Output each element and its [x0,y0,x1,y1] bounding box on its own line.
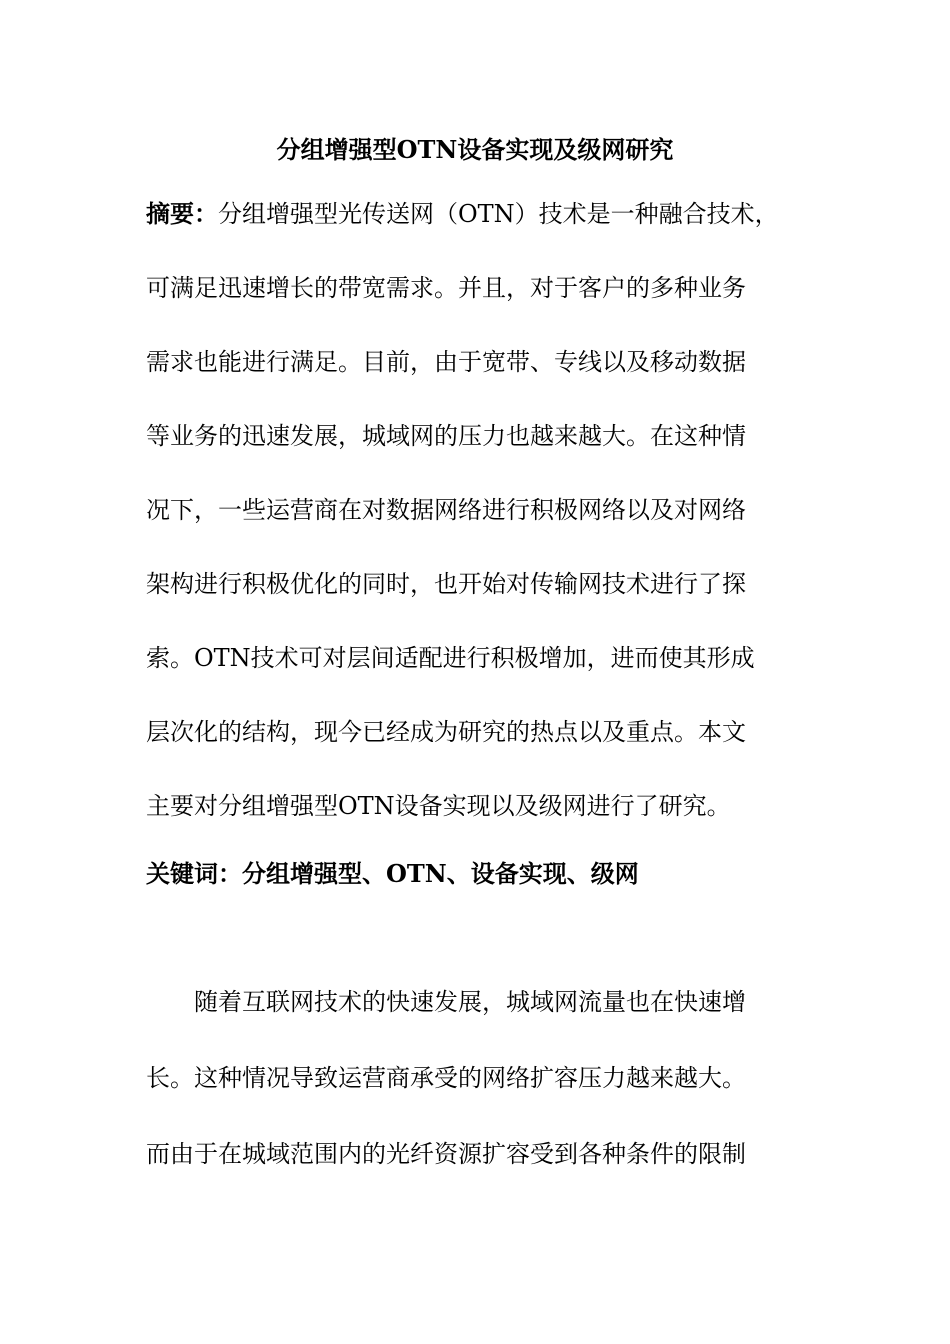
body-line-1: 随着互联网技术的快速发展，城域网流量也在快速增 [194,988,746,1016]
abstract-label: 摘要： [146,199,218,228]
abstract-line-3: 需求也能进行满足。目前，由于宽带、专线以及移动数据 [146,348,746,376]
body-line-3: 而由于在城域范围内的光纤资源扩容受到各种条件的限制 [146,1140,746,1168]
body-line-2: 长。这种情况导致运营商承受的网络扩容压力越来越大。 [146,1064,746,1092]
keywords: 关键词：分组增强型、OTN、设备实现、级网 [146,859,639,888]
abstract-line-2: 可满足迅速增长的带宽需求。并且，对于客户的多种业务 [146,274,746,302]
abstract-line-4: 等业务的迅速发展，城域网的压力也越来越大。在这种情 [146,422,746,450]
abstract-line-5: 况下，一些运营商在对数据网络进行积极网络以及对网络 [146,496,746,524]
abstract-line-1 [146,196,779,232]
abstract-line-6: 架构进行积极优化的同时，也开始对传输网技术进行了探 [146,570,746,598]
abstract-line-8: 层次化的结构，现今已经成为研究的热点以及重点。本文 [146,718,746,746]
abstract-text: 分组增强型光传送网（OTN）技术是一种融合技术， [218,200,779,228]
abstract-line-7: 索。OTN技术可对层间适配进行积极增加，进而使其形成 [146,644,755,672]
document-title: 分组增强型OTN设备实现及级网研究 [276,135,674,164]
abstract-line-9: 主要对分组增强型OTN设备实现以及级网进行了研究。 [146,792,731,820]
